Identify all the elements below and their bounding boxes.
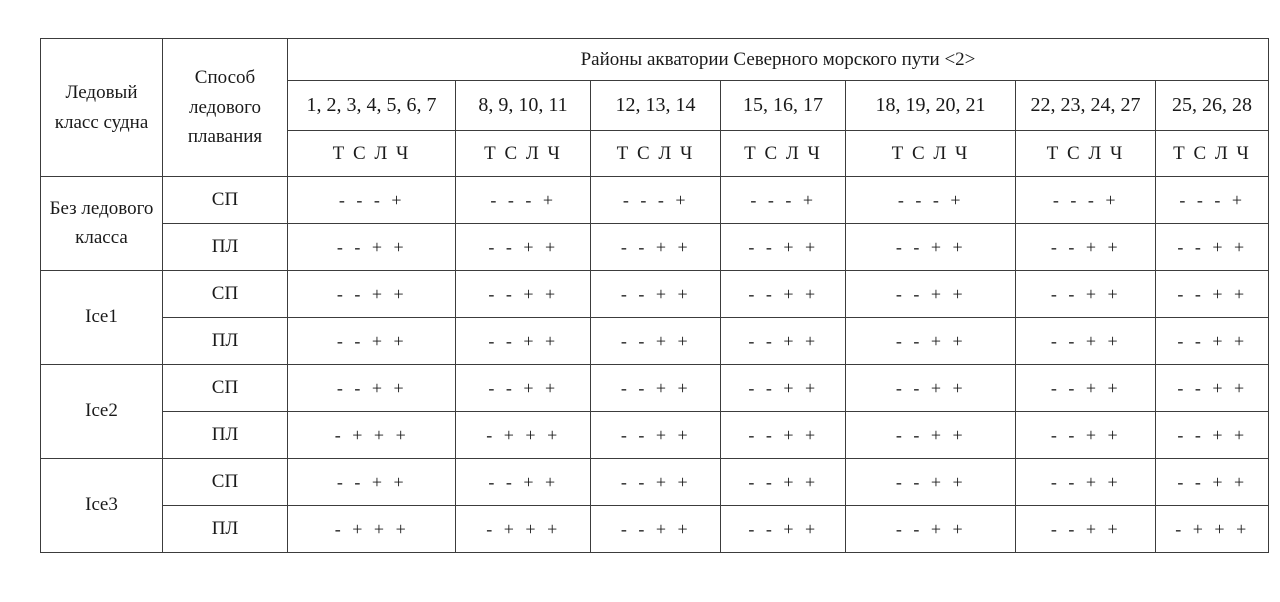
value-cell: - - + +: [1016, 459, 1156, 506]
value-cell: - - + +: [1156, 365, 1269, 412]
region-column-header-3: 12, 13, 14: [591, 81, 721, 131]
value-cell: - - - +: [288, 177, 456, 224]
value-cell: - - + +: [846, 318, 1016, 365]
value-cell: - - + +: [721, 318, 846, 365]
ice-class-cell: Ice3: [41, 459, 163, 553]
method-cell: СП: [163, 365, 288, 412]
value-cell: - - + +: [591, 318, 721, 365]
method-cell: СП: [163, 271, 288, 318]
value-cell: - - + +: [721, 412, 846, 459]
value-cell: - - + +: [1156, 271, 1269, 318]
value-cell: - - + +: [1016, 224, 1156, 271]
method-cell: СП: [163, 177, 288, 224]
value-cell: - - + +: [1156, 412, 1269, 459]
value-cell: - - + +: [1016, 271, 1156, 318]
value-cell: - - + +: [721, 271, 846, 318]
criteria-header-3: Т С Л Ч: [591, 131, 721, 177]
region-column-header-7: 25, 26, 28: [1156, 81, 1269, 131]
value-cell: - - + +: [1156, 318, 1269, 365]
value-cell: - - - +: [591, 177, 721, 224]
table-row: [41, 506, 1269, 553]
value-cell: - - + +: [288, 459, 456, 506]
criteria-header-1: Т С Л Ч: [288, 131, 456, 177]
criteria-header-7: Т С Л Ч: [1156, 131, 1269, 177]
region-column-header-2: 8, 9, 10, 11: [456, 81, 591, 131]
criteria-header-4: Т С Л Ч: [721, 131, 846, 177]
value-cell: - - + +: [1016, 365, 1156, 412]
region-column-header-4: 15, 16, 17: [721, 81, 846, 131]
value-cell: - - + +: [456, 365, 591, 412]
value-cell: - - + +: [456, 271, 591, 318]
value-cell: - - + +: [721, 459, 846, 506]
regions-group-header: Районы акватории Северного морского пути <2>: [288, 39, 1269, 81]
ice-class-cell: Ice1: [41, 271, 163, 365]
value-cell: - - + +: [456, 318, 591, 365]
criteria-header-5: Т С Л Ч: [846, 131, 1016, 177]
ice-class-cell: Ice2: [41, 365, 163, 459]
value-cell: - - + +: [591, 224, 721, 271]
value-cell: - + + +: [288, 412, 456, 459]
table-row: [41, 318, 1269, 365]
table-row: [41, 412, 1269, 459]
value-cell: - - + +: [721, 365, 846, 412]
value-cell: - - + +: [1016, 318, 1156, 365]
value-cell: - - - +: [721, 177, 846, 224]
value-cell: - - + +: [591, 271, 721, 318]
value-cell: - + + +: [456, 412, 591, 459]
value-cell: - - - +: [1016, 177, 1156, 224]
table-row: [41, 177, 1269, 224]
value-cell: - + + +: [456, 506, 591, 553]
value-cell: - - + +: [288, 271, 456, 318]
value-cell: - - + +: [591, 506, 721, 553]
method-cell: ПЛ: [163, 318, 288, 365]
table-row: [41, 224, 1269, 271]
value-cell: - + + +: [288, 506, 456, 553]
value-cell: - - - +: [846, 177, 1016, 224]
value-cell: - - + +: [1156, 459, 1269, 506]
value-cell: - - + +: [288, 224, 456, 271]
value-cell: - - + +: [846, 506, 1016, 553]
header-row-group: [41, 39, 1269, 81]
value-cell: - - + +: [846, 271, 1016, 318]
value-cell: - - - +: [456, 177, 591, 224]
method-cell: СП: [163, 459, 288, 506]
method-cell: ПЛ: [163, 506, 288, 553]
value-cell: - - + +: [591, 459, 721, 506]
criteria-header-2: Т С Л Ч: [456, 131, 591, 177]
value-cell: - - + +: [1016, 412, 1156, 459]
ice-class-column-header: Ледовый класс судна: [41, 39, 163, 177]
table-row: [41, 365, 1269, 412]
value-cell: - - + +: [721, 506, 846, 553]
value-cell: - - + +: [721, 224, 846, 271]
value-cell: - - + +: [456, 224, 591, 271]
method-cell: ПЛ: [163, 412, 288, 459]
criteria-header-6: Т С Л Ч: [1016, 131, 1156, 177]
value-cell: - - - +: [1156, 177, 1269, 224]
value-cell: - - + +: [591, 412, 721, 459]
method-cell: ПЛ: [163, 224, 288, 271]
value-cell: - - + +: [846, 365, 1016, 412]
value-cell: - - + +: [591, 365, 721, 412]
value-cell: - - + +: [846, 459, 1016, 506]
region-column-header-1: 1, 2, 3, 4, 5, 6, 7: [288, 81, 456, 131]
ice-class-cell: Без ледового класса: [41, 177, 163, 271]
value-cell: - - + +: [846, 224, 1016, 271]
value-cell: - - + +: [846, 412, 1016, 459]
table-row: [41, 271, 1269, 318]
nsr-ice-class-table: [40, 38, 1269, 553]
value-cell: - - + +: [288, 365, 456, 412]
value-cell: - - + +: [456, 459, 591, 506]
value-cell: - - + +: [288, 318, 456, 365]
table-row: [41, 459, 1269, 506]
region-column-header-5: 18, 19, 20, 21: [846, 81, 1016, 131]
value-cell: - - + +: [1156, 224, 1269, 271]
region-column-header-6: 22, 23, 24, 27: [1016, 81, 1156, 131]
value-cell: - - + +: [1016, 506, 1156, 553]
method-column-header: Способ ледового плавания: [163, 39, 288, 177]
value-cell: - + + +: [1156, 506, 1269, 553]
